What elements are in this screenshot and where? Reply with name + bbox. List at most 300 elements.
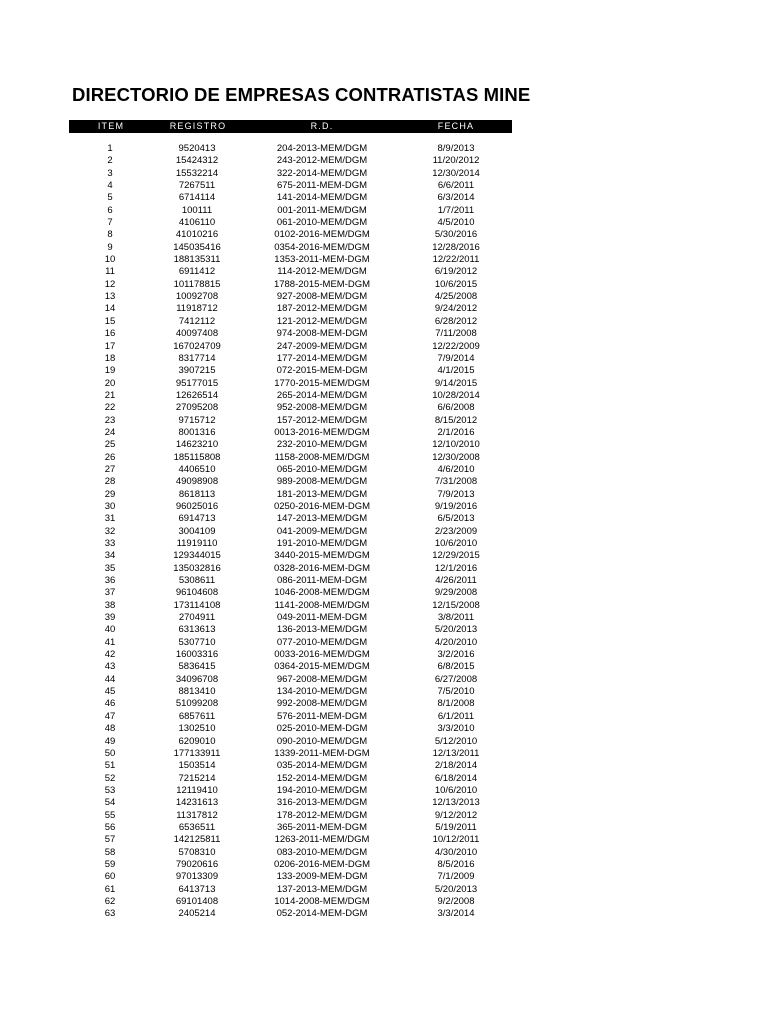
table-row (0, 291, 768, 303)
rd-cell: 090-2010-MEM/DGM (276, 735, 368, 747)
item-cell: 49 (104, 735, 116, 747)
table-row (0, 155, 768, 167)
table-row (0, 303, 768, 315)
rd-cell: 136-2013-MEM/DGM (276, 624, 368, 636)
rd-cell: 974-2008-MEM-DGM (276, 328, 368, 340)
rd-cell: 3440-2015-MEM/DGM (274, 550, 370, 562)
table-row (0, 896, 768, 908)
registro-cell: 8813410 (178, 686, 216, 698)
table-row (0, 871, 768, 883)
table-row (0, 587, 768, 599)
fecha-cell: 9/19/2016 (434, 500, 478, 512)
item-cell: 35 (104, 562, 116, 574)
registro-cell: 12626514 (175, 389, 219, 401)
registro-cell: 6857611 (178, 710, 216, 722)
rd-cell: 243-2012-MEM/DGM (276, 155, 368, 167)
rd-cell: 187-2012-MEM/DGM (276, 303, 368, 315)
fecha-cell: 3/2/2016 (437, 649, 475, 661)
rd-cell: 0328-2016-MEM-DGM (273, 562, 371, 574)
registro-cell: 7412112 (178, 315, 216, 327)
item-cell: 25 (104, 439, 116, 451)
item-cell: 55 (104, 809, 116, 821)
registro-cell: 6209010 (178, 735, 216, 747)
fecha-cell: 12/13/2011 (432, 747, 480, 759)
item-cell: 41 (104, 636, 116, 648)
item-cell: 32 (104, 525, 116, 537)
registro-cell: 6536511 (178, 821, 216, 833)
table-row (0, 810, 768, 822)
item-cell: 38 (104, 599, 116, 611)
fecha-cell: 7/9/2014 (437, 352, 475, 364)
table-row (0, 637, 768, 649)
table-row (0, 464, 768, 476)
rd-cell: 137-2013-MEM/DGM (276, 883, 368, 895)
table-row (0, 822, 768, 834)
rd-cell: 072-2015-MEM-DGM (276, 365, 368, 377)
table-row (0, 723, 768, 735)
item-cell: 24 (104, 426, 116, 438)
item-cell: 7 (107, 217, 113, 229)
item-cell: 23 (104, 414, 116, 426)
table-row (0, 168, 768, 180)
table-row (0, 908, 768, 920)
registro-cell: 6911412 (178, 266, 216, 278)
registro-cell: 15532214 (175, 167, 219, 179)
rd-cell: 178-2012-MEM/DGM (276, 809, 368, 821)
registro-cell: 3004109 (178, 525, 216, 537)
item-cell: 30 (104, 500, 116, 512)
item-cell: 60 (104, 871, 116, 883)
fecha-cell: 9/14/2015 (434, 377, 478, 389)
registro-cell: 9520413 (178, 143, 216, 154)
fecha-cell: 9/24/2012 (434, 303, 478, 315)
registro-cell: 95177015 (175, 377, 219, 389)
fecha-cell: 6/6/2008 (437, 402, 475, 414)
item-cell: 27 (104, 463, 116, 475)
column-header-fecha: FECHA (437, 121, 475, 131)
registro-cell: 6413713 (178, 883, 216, 895)
registro-cell: 1302510 (178, 723, 216, 735)
fecha-cell: 10/6/2010 (434, 784, 478, 796)
table-row (0, 192, 768, 204)
registro-cell: 2704911 (178, 612, 216, 624)
rd-cell: 1014-2008-MEM/DGM (274, 895, 370, 907)
rd-cell: 194-2010-MEM/DGM (276, 784, 368, 796)
item-cell: 22 (104, 402, 116, 414)
registro-cell: 2405214 (178, 908, 216, 920)
rd-cell: 147-2013-MEM/DGM (276, 513, 368, 525)
item-cell: 57 (104, 834, 116, 846)
item-cell: 37 (104, 587, 116, 599)
fecha-cell: 1/7/2011 (437, 204, 475, 216)
registro-cell: 8317714 (178, 352, 216, 364)
fecha-cell: 5/20/2013 (434, 624, 478, 636)
rd-cell: 1263-2011-MEM/DGM (274, 834, 370, 846)
rd-cell: 077-2010-MEM/DGM (276, 636, 368, 648)
table-row (0, 378, 768, 390)
rd-cell: 052-2014-MEM-DGM (276, 908, 368, 920)
table-row (0, 205, 768, 217)
item-cell: 13 (104, 291, 116, 303)
fecha-cell: 6/6/2011 (437, 180, 475, 192)
table-row (0, 834, 768, 846)
fecha-cell: 7/11/2008 (435, 328, 477, 340)
fecha-cell: 10/6/2015 (434, 278, 478, 290)
registro-cell: 11919110 (176, 538, 218, 549)
item-cell: 63 (104, 908, 116, 920)
fecha-cell: 6/1/2011 (437, 710, 475, 722)
table-row (0, 242, 768, 254)
column-header-item: ITEM (97, 121, 125, 131)
fecha-cell: 6/28/2012 (434, 315, 478, 327)
rd-cell: 316-2013-MEM/DGM (276, 797, 368, 809)
registro-cell: 51099208 (175, 698, 219, 710)
item-cell: 50 (104, 747, 116, 759)
table-row (0, 649, 768, 661)
table-row (0, 217, 768, 229)
registro-cell: 145035416 (173, 241, 221, 253)
registro-cell: 7267511 (178, 180, 216, 192)
rd-cell: 576-2011-MEM-DGM (276, 710, 368, 722)
table-row (0, 698, 768, 710)
table-row (0, 427, 768, 439)
table-body (0, 143, 768, 921)
rd-cell: 322-2014-MEM/DGM (276, 167, 368, 179)
fecha-cell: 3/8/2011 (437, 612, 475, 624)
rd-cell: 1770-2015-MEM/DGM (274, 377, 370, 389)
item-cell: 8 (107, 229, 113, 241)
fecha-cell: 12/29/2015 (432, 550, 480, 562)
registro-cell: 10092708 (175, 291, 219, 303)
rd-cell: 0354-2016-MEM/DGM (274, 241, 370, 253)
rd-cell: 134-2010-MEM/DGM (276, 686, 368, 698)
item-cell: 31 (104, 513, 116, 525)
rd-cell: 035-2014-MEM/DGM (276, 760, 368, 772)
registro-cell: 96104608 (175, 587, 219, 599)
table-row (0, 439, 768, 451)
registro-cell: 11317812 (176, 809, 218, 821)
registro-cell: 34096708 (175, 673, 219, 685)
registro-cell: 8001316 (178, 426, 216, 438)
rd-cell: 365-2011-MEM-DGM (276, 821, 368, 833)
registro-cell: 12119410 (176, 784, 218, 796)
fecha-cell: 12/30/2014 (432, 167, 480, 179)
item-cell: 12 (104, 278, 116, 290)
table-row (0, 390, 768, 402)
registro-cell: 11918712 (176, 303, 218, 315)
item-cell: 42 (104, 649, 116, 661)
item-cell: 2 (107, 155, 113, 167)
fecha-cell: 7/9/2013 (437, 488, 475, 500)
fecha-cell: 5/12/2010 (434, 735, 478, 747)
item-cell: 53 (104, 784, 116, 796)
rd-cell: 157-2012-MEM/DGM (276, 414, 368, 426)
rd-cell: 121-2012-MEM/DGM (276, 315, 368, 327)
rd-cell: 952-2008-MEM/DGM (276, 402, 368, 414)
registro-cell: 101178815 (173, 278, 221, 290)
rd-cell: 0033-2016-MEM/DGM (274, 649, 370, 661)
registro-cell: 4106110 (178, 217, 216, 229)
registro-cell: 142125811 (173, 834, 221, 846)
table-row (0, 180, 768, 192)
item-cell: 29 (104, 488, 116, 500)
item-cell: 9 (107, 241, 113, 253)
fecha-cell: 11/20/2012 (432, 155, 480, 167)
table-row (0, 563, 768, 575)
item-cell: 43 (104, 661, 116, 673)
item-cell: 61 (104, 883, 116, 895)
item-cell: 14 (104, 303, 116, 315)
registro-cell: 1503514 (178, 760, 216, 772)
rd-cell: 0250-2016-MEM-DGM (273, 500, 371, 512)
fecha-cell: 4/1/2015 (437, 365, 475, 377)
rd-cell: 177-2014-MEM/DGM (276, 352, 368, 364)
item-cell: 36 (104, 575, 116, 587)
item-cell: 20 (104, 377, 116, 389)
registro-cell: 27095208 (175, 402, 219, 414)
rd-cell: 083-2010-MEM/DGM (276, 846, 368, 858)
table-row (0, 143, 768, 155)
item-cell: 21 (104, 389, 116, 401)
table-row (0, 254, 768, 266)
registro-cell: 16003316 (175, 649, 219, 661)
item-cell: 56 (104, 821, 116, 833)
table-row (0, 859, 768, 871)
table-row (0, 489, 768, 501)
table-row (0, 229, 768, 241)
registro-cell: 5308611 (178, 575, 216, 587)
fecha-cell: 9/2/2008 (437, 895, 475, 907)
table-row (0, 279, 768, 291)
fecha-cell: 8/15/2012 (434, 414, 478, 426)
page-title: DIRECTORIO DE EMPRESAS CONTRATISTAS MINE (72, 84, 531, 105)
fecha-cell: 2/18/2014 (434, 760, 478, 772)
registro-cell: 79020616 (175, 858, 219, 870)
registro-cell: 9715712 (178, 414, 216, 426)
item-cell: 44 (104, 673, 116, 685)
item-cell: 62 (104, 895, 116, 907)
rd-cell: 133-2009-MEM-DGM (276, 871, 368, 883)
table-row (0, 402, 768, 414)
fecha-cell: 8/9/2013 (437, 143, 475, 154)
registro-cell: 5836415 (178, 661, 216, 673)
item-cell: 48 (104, 723, 116, 735)
fecha-cell: 3/3/2014 (437, 908, 475, 920)
table-row (0, 785, 768, 797)
rd-cell: 191-2010-MEM/DGM (276, 538, 368, 549)
fecha-cell: 9/12/2012 (434, 809, 478, 821)
table-row (0, 328, 768, 340)
column-header-registro: REGISTRO (169, 121, 227, 131)
rd-cell: 204-2013-MEM/DGM (276, 143, 368, 154)
registro-cell: 185115808 (173, 451, 221, 463)
rd-cell: 065-2010-MEM/DGM (276, 463, 368, 475)
item-cell: 33 (104, 538, 116, 549)
fecha-cell: 12/15/2008 (432, 599, 480, 611)
registro-cell: 167024709 (173, 340, 221, 352)
table-row (0, 760, 768, 772)
fecha-cell: 6/18/2014 (434, 772, 478, 784)
registro-cell: 188135311 (173, 254, 221, 266)
fecha-cell: 6/27/2008 (434, 673, 478, 685)
item-cell: 58 (104, 846, 116, 858)
registro-cell: 8618113 (178, 488, 216, 500)
fecha-cell: 12/22/2011 (432, 254, 480, 266)
rd-cell: 1339-2011-MEM-DGM (274, 747, 370, 759)
fecha-cell: 4/25/2008 (434, 291, 478, 303)
rd-cell: 992-2008-MEM/DGM (276, 698, 368, 710)
table-row (0, 736, 768, 748)
item-cell: 46 (104, 698, 116, 710)
rd-cell: 247-2009-MEM/DGM (276, 340, 368, 352)
item-cell: 28 (104, 476, 116, 488)
table-row (0, 575, 768, 587)
rd-cell: 675-2011-MEM-DGM (276, 180, 368, 192)
item-cell: 6 (107, 204, 113, 216)
rd-cell: 086-2011-MEM-DGM (276, 575, 368, 587)
table-row (0, 341, 768, 353)
registro-cell: 100111 (181, 204, 213, 216)
registro-cell: 6714114 (178, 192, 216, 204)
fecha-cell: 4/26/2011 (435, 575, 477, 587)
fecha-cell: 3/3/2010 (437, 723, 475, 735)
fecha-cell: 5/30/2016 (434, 229, 478, 241)
fecha-cell: 2/1/2016 (437, 426, 475, 438)
registro-cell: 96025016 (175, 500, 219, 512)
fecha-cell: 10/12/2011 (432, 834, 480, 846)
item-cell: 34 (104, 550, 116, 562)
item-cell: 52 (104, 772, 116, 784)
registro-cell: 135032816 (173, 562, 221, 574)
item-cell: 40 (104, 624, 116, 636)
table-row (0, 847, 768, 859)
registro-cell: 41010216 (175, 229, 219, 241)
fecha-cell: 12/10/2010 (432, 439, 480, 451)
fecha-cell: 10/6/2010 (434, 538, 478, 549)
table-row (0, 550, 768, 562)
table-header (69, 120, 512, 133)
table-row (0, 624, 768, 636)
registro-cell: 177133911 (173, 747, 221, 759)
table-row (0, 661, 768, 673)
table-row (0, 686, 768, 698)
table-row (0, 884, 768, 896)
rd-cell: 967-2008-MEM/DGM (276, 673, 368, 685)
item-cell: 26 (104, 451, 116, 463)
registro-cell: 6313613 (178, 624, 216, 636)
table-row (0, 526, 768, 538)
column-header-rd: R.D. (310, 121, 334, 131)
table-row (0, 501, 768, 513)
fecha-cell: 7/31/2008 (434, 476, 478, 488)
registro-cell: 5307710 (178, 636, 216, 648)
fecha-cell: 9/29/2008 (434, 587, 478, 599)
table-row (0, 748, 768, 760)
table-row (0, 612, 768, 624)
fecha-cell: 4/30/2010 (434, 846, 478, 858)
fecha-cell: 4/20/2010 (434, 636, 478, 648)
registro-cell: 129344015 (173, 550, 221, 562)
rd-cell: 001-2011-MEM/DGM (277, 204, 367, 216)
registro-cell: 5708310 (178, 846, 216, 858)
fecha-cell: 6/5/2013 (437, 513, 475, 525)
registro-cell: 3907215 (178, 365, 216, 377)
registro-cell: 15424312 (175, 155, 219, 167)
fecha-cell: 8/5/2016 (437, 858, 475, 870)
rd-cell: 049-2011-MEM-DGM (276, 612, 368, 624)
registro-cell: 173114108 (173, 599, 221, 611)
rd-cell: 0013-2016-MEM/DGM (274, 426, 370, 438)
rd-cell: 141-2014-MEM/DGM (276, 192, 368, 204)
fecha-cell: 12/13/2013 (432, 797, 480, 809)
item-cell: 16 (104, 328, 116, 340)
item-cell: 17 (104, 340, 116, 352)
rd-cell: 1141-2008-MEM/DGM (274, 599, 370, 611)
item-cell: 3 (107, 167, 113, 179)
rd-cell: 025-2010-MEM-DGM (276, 723, 368, 735)
table-row (0, 711, 768, 723)
table-row (0, 513, 768, 525)
table-row (0, 476, 768, 488)
rd-cell: 114-2012-MEM/DGM (277, 266, 367, 278)
rd-cell: 181-2013-MEM/DGM (276, 488, 368, 500)
table-row (0, 773, 768, 785)
rd-cell: 0102-2016-MEM/DGM (274, 229, 370, 241)
rd-cell: 232-2010-MEM/DGM (276, 439, 368, 451)
item-cell: 4 (107, 180, 113, 192)
fecha-cell: 12/1/2016 (434, 562, 478, 574)
fecha-cell: 6/3/2014 (437, 192, 475, 204)
fecha-cell: 12/22/2009 (432, 340, 480, 352)
table-row (0, 415, 768, 427)
fecha-cell: 12/28/2016 (432, 241, 480, 253)
rd-cell: 041-2009-MEM/DGM (276, 525, 368, 537)
registro-cell: 69101408 (175, 895, 219, 907)
registro-cell: 6914713 (178, 513, 216, 525)
item-cell: 51 (104, 760, 116, 772)
rd-cell: 265-2014-MEM/DGM (276, 389, 368, 401)
item-cell: 11 (105, 266, 115, 278)
item-cell: 5 (107, 192, 113, 204)
table-row (0, 353, 768, 365)
fecha-cell: 5/20/2013 (434, 883, 478, 895)
item-cell: 59 (104, 858, 116, 870)
fecha-cell: 5/19/2011 (435, 821, 477, 833)
registro-cell: 14231613 (175, 797, 219, 809)
rd-cell: 1046-2008-MEM/DGM (274, 587, 370, 599)
table-row (0, 538, 768, 550)
fecha-cell: 6/8/2015 (437, 661, 475, 673)
item-cell: 39 (104, 612, 116, 624)
table-row (0, 452, 768, 464)
table-row (0, 600, 768, 612)
rd-cell: 0364-2015-MEM/DGM (274, 661, 370, 673)
fecha-cell: 4/6/2010 (437, 463, 475, 475)
table-row (0, 365, 768, 377)
registro-cell: 49098908 (175, 476, 219, 488)
fecha-cell: 12/30/2008 (432, 451, 480, 463)
rd-cell: 927-2008-MEM/DGM (276, 291, 368, 303)
registro-cell: 14623210 (175, 439, 219, 451)
table-row (0, 674, 768, 686)
item-cell: 18 (104, 352, 116, 364)
fecha-cell: 4/5/2010 (437, 217, 475, 229)
fecha-cell: 7/1/2009 (437, 871, 475, 883)
rd-cell: 1353-2011-MEM-DGM (274, 254, 370, 266)
item-cell: 15 (104, 315, 116, 327)
item-cell: 19 (104, 365, 116, 377)
table-row (0, 266, 768, 278)
